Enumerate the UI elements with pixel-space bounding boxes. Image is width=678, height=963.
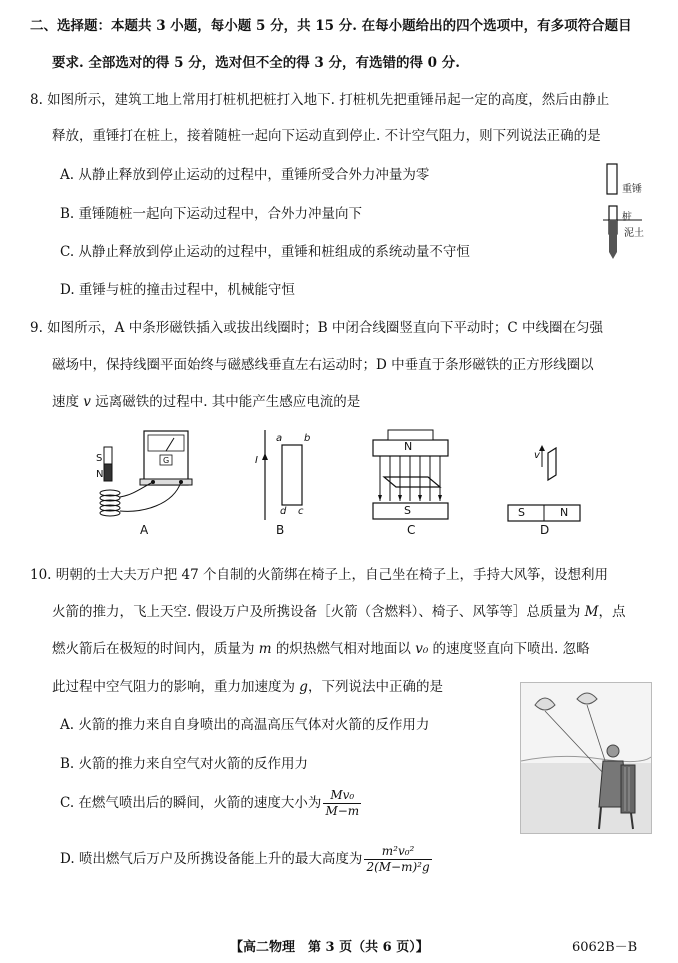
q9-a-label-s: S — [96, 453, 103, 464]
q8-option-a: A. 从静止释放到停止运动的过程中，重锤所受合外力冲量为零 — [60, 167, 430, 183]
section-header-line2: 要求. 全部选对的得 5 分，选对但不全的得 3 分，有选错的得 0 分. — [52, 55, 460, 71]
q10-option-c: C. 在燃气喷出后的瞬间，火箭的速度大小为 $\frac{\text{Mv₀}}{M-m}$ — [60, 788, 360, 818]
q9-a-label-n: N — [96, 469, 104, 480]
q9-figure-c — [368, 425, 458, 540]
q9-b-label-i: I — [255, 455, 258, 466]
q9-d-caption: D — [540, 523, 550, 537]
q9-figure-b — [250, 425, 320, 540]
q8-option-c: C. 从静止释放到停止运动的过程中，重锤和桩组成的系统动量不守恒 — [60, 244, 470, 260]
q9-d-label-s: S — [518, 506, 525, 519]
q9-stem-line2: 磁场中，保持线圈平面始终与磁感线垂直左右运动时；D 中垂直于条形磁铁的正方形线圈以 — [52, 357, 594, 373]
q10-stem-line3: 燃火箭后在极短的时间内，质量为 m 的炽热燃气相对地面以 v₀ 的速度竖直向下喷出. 忽略 — [52, 641, 590, 657]
q10-option-a: A. 火箭的推力来自自身喷出的高温高压气体对火箭的反作用力 — [60, 717, 430, 733]
q10-illustration-wanhu — [520, 682, 652, 834]
q9-d-label-v: v — [534, 450, 540, 461]
section-header-line1: 二、选择题：本题共 3 小题，每小题 5 分，共 15 分. 在每小题给出的四个选项中，有多项符合题目 — [30, 18, 632, 34]
q9-stem-line1: 9. 如图所示，A 中条形磁铁插入或拔出线圈时；B 中闭合线圈竖直向下平动时；C 中线圈在匀强 — [30, 320, 604, 336]
q9-c-caption: C — [407, 523, 416, 537]
q9-a-caption: A — [140, 523, 149, 537]
footer-page-info: 【高二物理 第 3 页（共 6 页）】 — [230, 940, 429, 955]
q10-option-c-fraction: $\frac{\text{Mv₀}}{M-m}$ — [325, 788, 360, 818]
q8-label-pile: 桩 — [622, 212, 632, 223]
footer-code: 6062B－B — [572, 940, 638, 955]
q9-b-label-c: c — [298, 506, 304, 517]
q10-option-b: B. 火箭的推力来自空气对火箭的反作用力 — [60, 756, 309, 772]
q8-stem-line2: 释放，重锤打在桩上，接着随桩一起向下运动直到停止. 不计空气阻力，则下列说法正确的是 — [52, 128, 601, 144]
q9-c-label-s: S — [404, 504, 411, 517]
q10-stem-line2: 火箭的推力，飞上天空. 假设万户及所携设备［火箭（含燃料）、椅子、风筝等］总质量为 M，点 — [52, 604, 626, 620]
q10-stem-line4: 此过程中空气阻力的影响，重力加速度为 g，下列说法中正确的是 — [52, 679, 443, 695]
q10-option-d: D. 喷出燃气后万户及所携设备能上升的最大高度为 $\frac{\text{m²v₀²}}{\text{2(M−m)²g}}$ — [60, 844, 430, 874]
q8-option-d: D. 重锤与桩的撞击过程中，机械能守恒 — [60, 282, 295, 298]
q9-b-caption: B — [276, 523, 285, 537]
q8-label-soil: 泥土 — [624, 228, 644, 239]
q9-b-label-b: b — [304, 433, 311, 444]
q8-stem-line1: 8. 如图所示，建筑工地上常用打桩机把桩打入地下. 打桩机先把重锤吊起一定的高度，然后由静止 — [30, 92, 610, 108]
q10-stem-line1: 10. 明朝的士大夫万户把 47 个自制的火箭绑在椅子上，自己坐在椅子上，手持大风筝，设想利用 — [30, 567, 609, 583]
q9-stem-line3: 速度 v 远离磁铁的过程中. 其中能产生感应电流的是 — [52, 394, 361, 410]
q8-figure-pile-driver — [600, 160, 660, 260]
q9-b-label-a: a — [276, 433, 283, 444]
q8-label-hammer: 重锤 — [622, 184, 642, 195]
q8-option-b: B. 重锤随桩一起向下运动过程中，合外力冲量向下 — [60, 206, 363, 222]
q9-a-label-g: G — [163, 456, 170, 465]
q9-figure-d — [500, 425, 590, 540]
q10-option-d-fraction: $\frac{\text{m²v₀²}}{\text{2(M−m)²g}}$ — [366, 844, 430, 874]
q9-d-label-n: N — [560, 506, 569, 519]
q9-figure-a — [88, 425, 198, 540]
q9-b-label-d: d — [280, 506, 287, 517]
q9-c-label-n: N — [404, 440, 413, 453]
